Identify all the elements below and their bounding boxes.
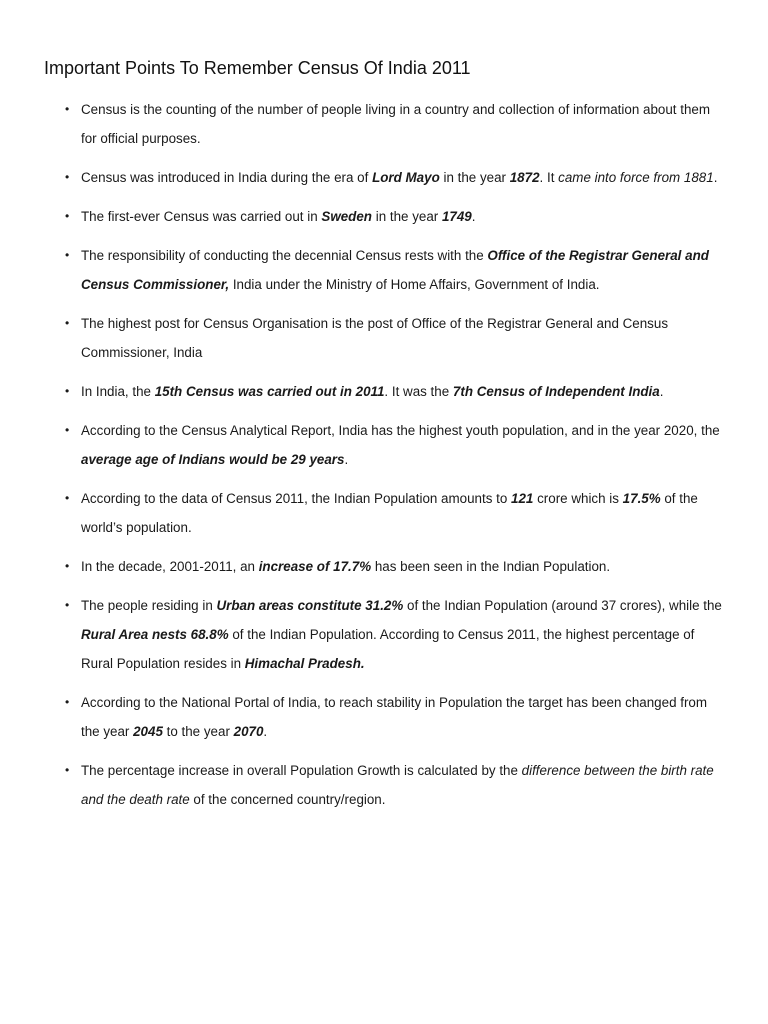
text-run: in the year bbox=[372, 209, 442, 224]
list-item bbox=[65, 95, 728, 153]
text-run: Census was introduced in India during the era of bbox=[81, 170, 373, 185]
bullet-dot-icon: • bbox=[65, 423, 70, 437]
text-run: to the year bbox=[162, 724, 234, 739]
text-run: The percentage increase in overall Population Growth is calculated by the bbox=[81, 763, 522, 778]
text-run: The responsibility of conducting the decennial Census rests with the bbox=[81, 248, 488, 263]
list-item bbox=[65, 552, 728, 581]
bullet-dot-icon: • bbox=[65, 170, 70, 184]
text-run: The highest post for Census Organisation is the post of Office of the Registrar General and Census Commissioner, India bbox=[81, 316, 669, 360]
text-run: in the year bbox=[439, 170, 510, 185]
bullet-dot-icon: • bbox=[65, 763, 70, 777]
text-run: of the Indian Population. According to Census 2011, the highest percentage of Rural Population resides in bbox=[81, 627, 695, 671]
emphasis-text: Sweden bbox=[321, 209, 372, 224]
list-item bbox=[65, 241, 728, 299]
bullet-dot-icon: • bbox=[65, 559, 70, 573]
text-run: According to the data of Census 2011, the Indian Population amounts to bbox=[81, 491, 512, 506]
list-item bbox=[65, 591, 728, 678]
emphasis-text: 17.5% bbox=[622, 491, 661, 506]
text-run: of the concerned country/region. bbox=[189, 792, 386, 807]
text-run: According to the Census Analytical Report, India has the highest youth population, and in the year 2020, the bbox=[81, 423, 720, 438]
page-title: Important Points To Remember Census Of India 2011 bbox=[44, 58, 471, 78]
bullet-dot-icon: • bbox=[65, 102, 70, 116]
text-run: The first-ever Census was carried out in bbox=[81, 209, 322, 224]
list-item bbox=[65, 163, 728, 192]
bullet-dot-icon: • bbox=[65, 491, 70, 505]
list-item bbox=[65, 484, 728, 542]
text-run: In the decade, 2001-2011, an bbox=[81, 559, 259, 574]
text-run: . It was the bbox=[384, 384, 453, 399]
bullet-dot-icon: • bbox=[65, 248, 70, 262]
emphasis-text: 7th Census of Independent India bbox=[452, 384, 660, 399]
list-item bbox=[65, 309, 728, 367]
list-item bbox=[65, 688, 728, 746]
emphasis-text: Rural Area nests 68.8% bbox=[81, 627, 229, 642]
emphasis-text: 15th Census was carried out in 2011 bbox=[154, 384, 385, 399]
emphasis-text: 2045 bbox=[133, 724, 163, 739]
list-item bbox=[65, 202, 728, 231]
emphasis-text: Lord Mayo bbox=[372, 170, 440, 185]
bullet-dot-icon: • bbox=[65, 316, 70, 330]
text-run: . bbox=[713, 170, 718, 185]
list-item bbox=[65, 377, 728, 406]
text-run: . bbox=[659, 384, 664, 399]
text-run: In India, the bbox=[81, 384, 155, 399]
emphasis-text: 1749 bbox=[441, 209, 472, 224]
bullet-dot-icon: • bbox=[65, 209, 70, 223]
text-run: . bbox=[344, 452, 349, 467]
list-item bbox=[65, 756, 728, 814]
text-run: of the Indian Population (around 37 crores), while the bbox=[403, 598, 722, 613]
list-item bbox=[65, 416, 728, 474]
text-run: of the world’s population. bbox=[81, 491, 698, 535]
bullet-dot-icon: • bbox=[65, 598, 70, 612]
text-run: Census is the counting of the number of people living in a country and collection of information about them for official purposes. bbox=[81, 102, 710, 146]
emphasis-text: Himachal Pradesh. bbox=[244, 656, 365, 671]
emphasis-text: 1872 bbox=[509, 170, 540, 185]
italic-text: came into force from 1881 bbox=[558, 170, 714, 185]
text-run: . bbox=[471, 209, 476, 224]
emphasis-text: average age of Indians would be 29 years bbox=[81, 452, 345, 467]
text-run: The people residing in bbox=[81, 598, 217, 613]
emphasis-text: Office of the Registrar General and Census Commissioner, bbox=[81, 248, 709, 292]
bullet-dot-icon: • bbox=[65, 384, 70, 398]
text-run: has been seen in the Indian Population. bbox=[371, 559, 611, 574]
text-run: India under the Ministry of Home Affairs, Government of India. bbox=[229, 277, 600, 292]
text-run: . bbox=[263, 724, 268, 739]
text-run: According to the National Portal of India, to reach stability in Population the target has been changed from the year bbox=[81, 695, 708, 739]
text-run: crore which is bbox=[533, 491, 623, 506]
emphasis-text: increase of 17.7% bbox=[258, 559, 372, 574]
emphasis-text: Urban areas constitute 31.2% bbox=[216, 598, 404, 613]
bullet-dot-icon: • bbox=[65, 695, 70, 709]
text-run: . It bbox=[539, 170, 559, 185]
italic-text: difference between the birth rate and the death rate bbox=[81, 763, 714, 807]
bullet-list bbox=[44, 95, 728, 814]
emphasis-text: 121 bbox=[511, 491, 534, 506]
emphasis-text: 2070 bbox=[233, 724, 264, 739]
